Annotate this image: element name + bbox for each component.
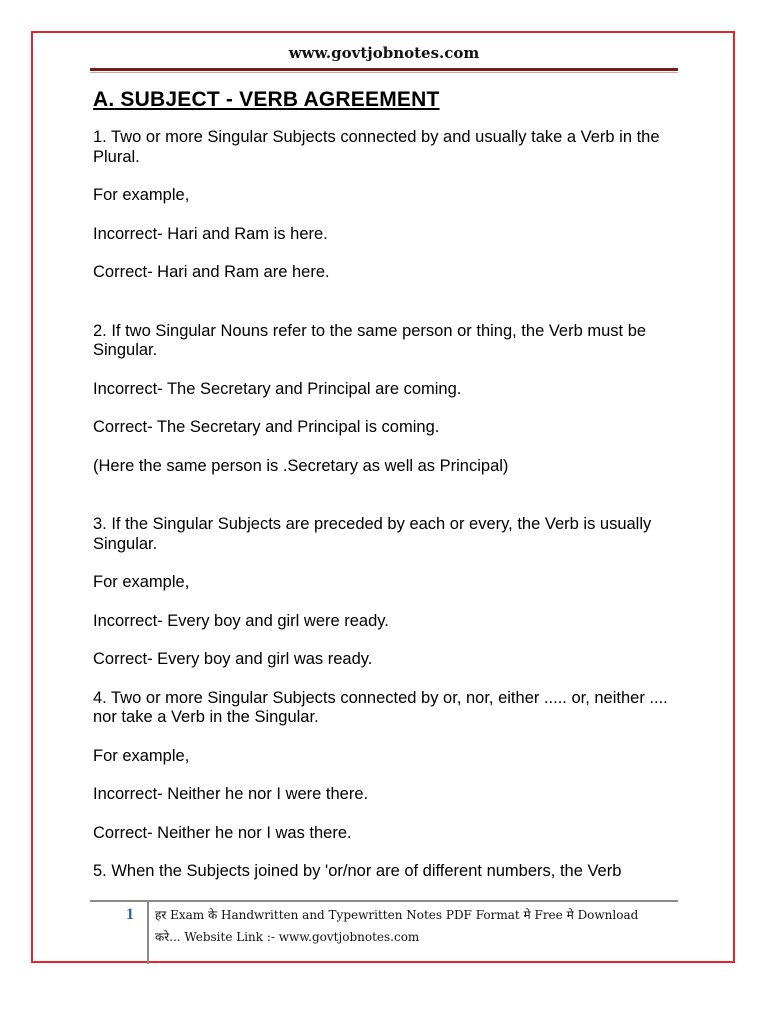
footer-note [155,904,675,948]
example-label: For example, [93,186,190,204]
correct-example: Correct- Every boy and girl was ready. [93,650,373,668]
example-label: For example, [93,573,190,591]
rule-2-text: 2. If two Singular Nouns refer to the same person or thing, the Verb must be Singular. [93,321,647,359]
document-body [93,88,683,882]
incorrect-example: Incorrect- The Secretary and Principal are coming. [93,379,462,398]
explanation-note: (Here the same person is .Secretary as well as Principal) [93,456,509,475]
site-url-header: www.govtjobnotes.com [288,44,480,62]
rule-4-text: 4. Two or more Singular Subjects connected by or, nor, either ..... or, neither .... nor take a Verb in the Singular. [93,688,668,726]
header-rule [90,68,678,71]
footer-divider [147,902,149,964]
example-label: For example, [93,746,190,765]
rule-1-text: 1. Two or more Singular Subjects connected by and usually take a Verb in the Plural. [93,128,660,166]
page-title: A. SUBJECT - VERB AGREEMENT [93,88,440,111]
footer-rule [90,900,678,902]
footer-line-1: हर Exam के Handwritten and Typewritten Notes PDF Format मे Free मे Download [155,908,639,922]
footer-line-2[interactable]: करे... Website Link :- www.govtjobnotes.com [155,930,420,944]
page-number: 1 [126,906,134,923]
incorrect-example: Incorrect- Every boy and girl were ready. [93,611,389,630]
header-rule-shadow [90,72,678,73]
correct-example: Correct- The Secretary and Principal is coming. [93,418,440,436]
rule-5-text: 5. When the Subjects joined by 'or/nor are of different numbers, the Verb [93,862,622,880]
correct-example: Correct- Neither he nor I was there. [93,823,352,842]
correct-example: Correct- Hari and Ram are here. [93,263,330,281]
incorrect-example: Incorrect- Neither he nor I were there. [93,785,369,803]
rule-3-text: 3. If the Singular Subjects are preceded by each or every, the Verb is usually Singular. [93,515,652,553]
incorrect-example: Incorrect- Hari and Ram is here. [93,224,328,243]
